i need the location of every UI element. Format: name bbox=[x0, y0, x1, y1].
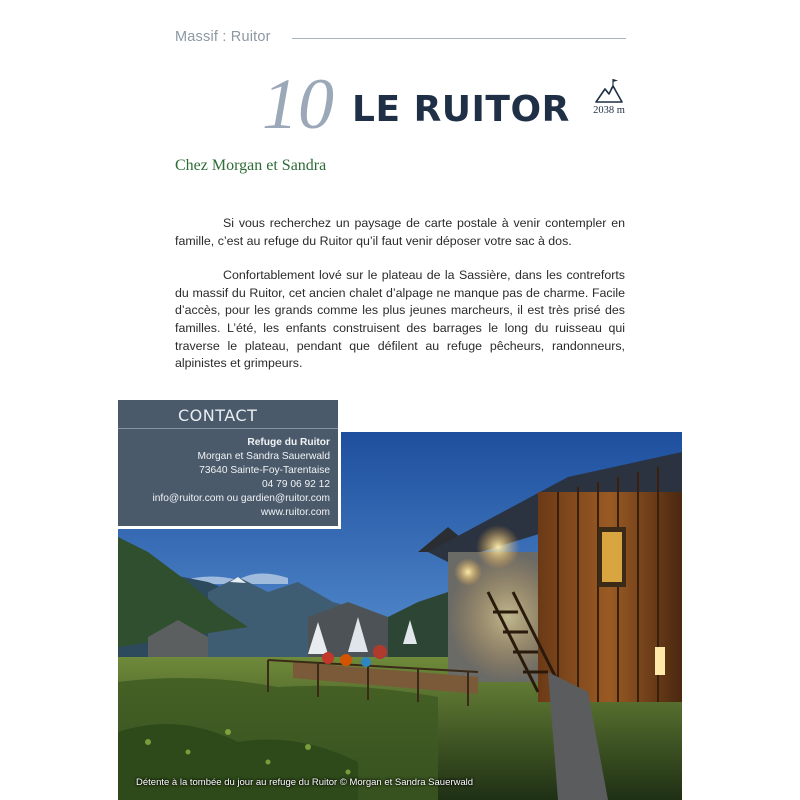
photo-caption: Détente à la tombée du jour au refuge du Ruitor © Morgan et Sandra Sauerwald bbox=[136, 777, 474, 788]
header-divider bbox=[292, 38, 626, 39]
contact-name: Refuge du Ruitor bbox=[247, 437, 330, 448]
contact-box bbox=[118, 400, 341, 529]
altitude-badge bbox=[588, 77, 630, 116]
altitude-value: 2038 m bbox=[593, 105, 625, 116]
body-text bbox=[175, 215, 625, 390]
contact-title: CONTACT bbox=[178, 406, 258, 425]
contact-divider bbox=[118, 428, 338, 429]
refuge-number: 10 bbox=[262, 64, 334, 144]
paragraph: Si vous recherchez un paysage de carte postale à venir contempler en famille, c’est au refuge du Ruitor qu’il faut venir déposer votre sac à dos. bbox=[175, 216, 625, 248]
contact-email[interactable]: info@ruitor.com ou gardien@ruitor.com bbox=[152, 493, 330, 504]
mountain-icon bbox=[594, 77, 624, 105]
refuge-title: LE RUITOR bbox=[352, 89, 570, 130]
massif-label: Massif : Ruitor bbox=[175, 29, 271, 45]
subtitle: Chez Morgan et Sandra bbox=[175, 157, 327, 174]
contact-website[interactable]: www.ruitor.com bbox=[260, 507, 330, 518]
contact-owners: Morgan et Sandra Sauerwald bbox=[197, 451, 330, 462]
contact-phone: 04 79 06 92 12 bbox=[262, 479, 330, 490]
paragraph: Confortablement lové sur le plateau de la Sassière, dans les contreforts du massif du Ruitor, cet ancien chalet d’alpage ne manque pas de charme. Facile d’accès, pour les grands comme les plus jeunes marcheurs, il est très prisé des familles. L’été, les enfants construisent des barrages le long du ruisseau qui traverse le plateau, pendant que défilent au refuge pêcheurs, randonneurs, alpinistes et grimpeurs. bbox=[175, 268, 625, 371]
contact-details bbox=[152, 436, 330, 520]
contact-address: 73640 Sainte-Foy-Tarentaise bbox=[199, 465, 330, 476]
